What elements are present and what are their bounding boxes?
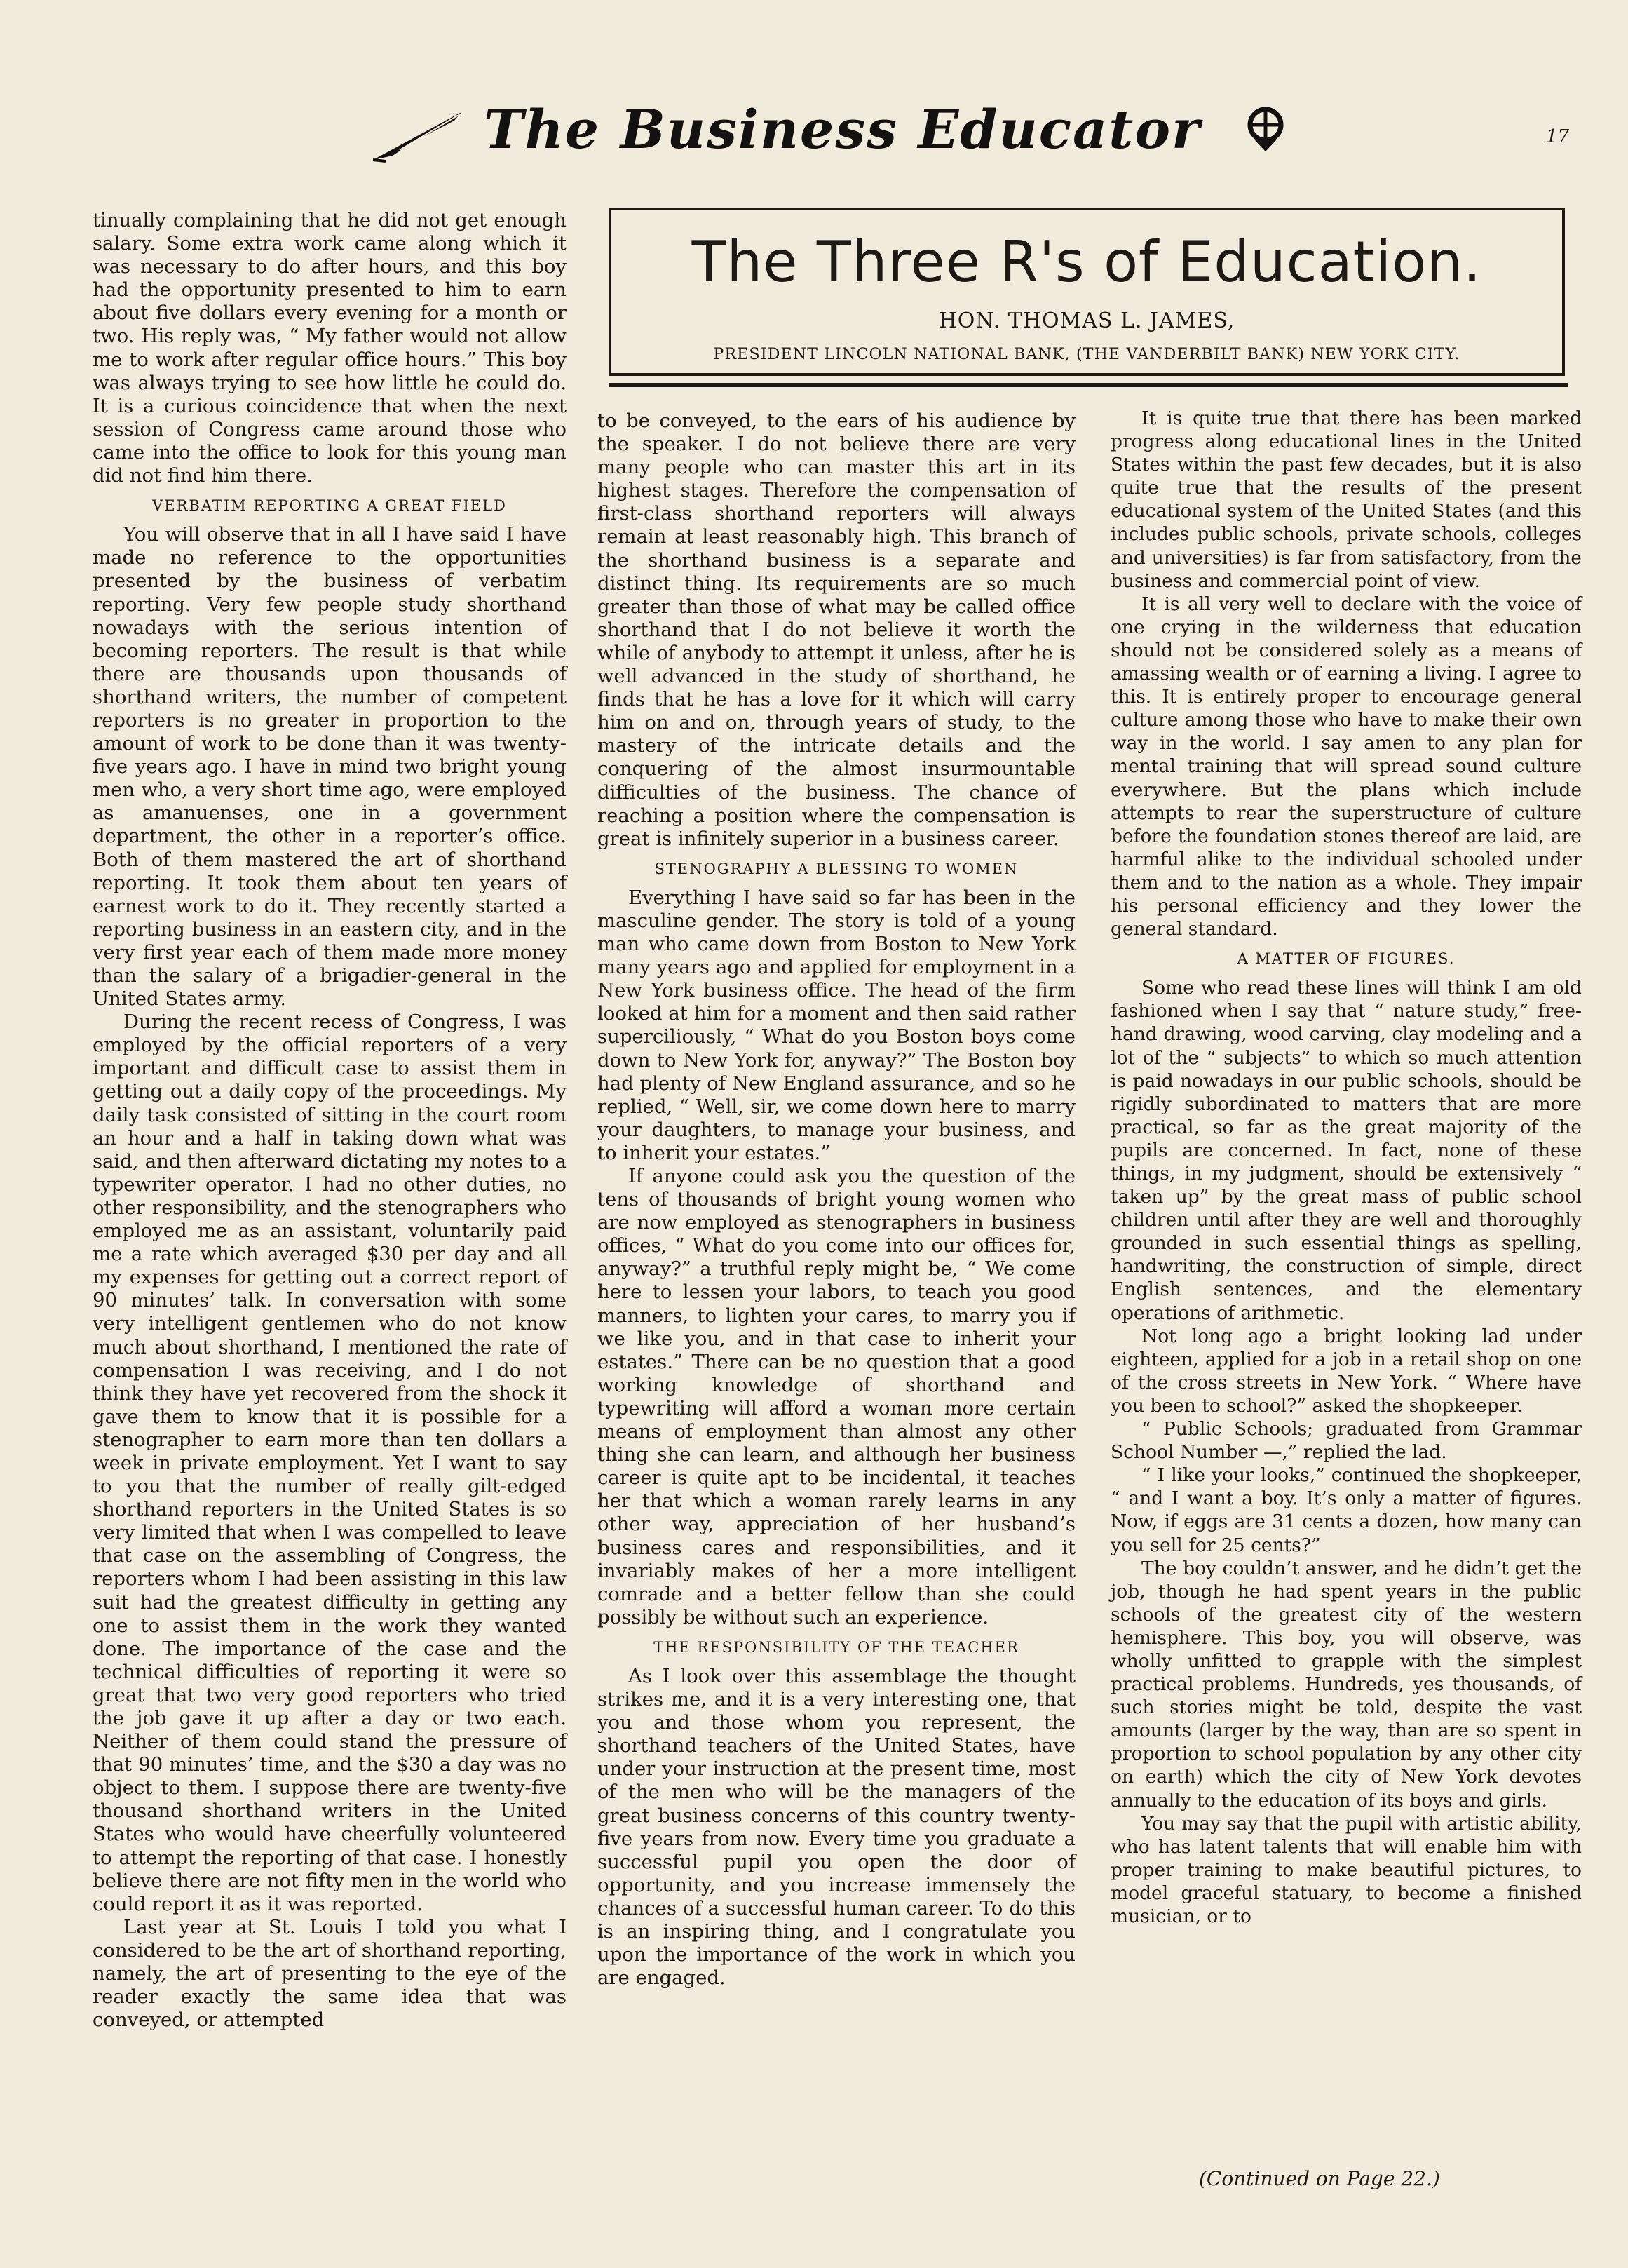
paragraph: to be conveyed, to the ears of his audience by the speaker. I do not believe there are very many people who can master this art in its highest stages. Therefore the compensation of first-class shorthand reporters will always remain at least reasonably high. This branch of the shorthand business is a separate and distinct thing. Its requirements are so much greater than those of what may be called office shorthand that I do not believe it worth the while of anybody to attempt it unless, after he is well advanced in the study of shorthand, he finds that he has a love for it which will carry him on and on, through years of study, to the mastery of the intricate details and the conquering of the almost insurmountable difficulties of the business. The chance of reaching a position where the compensation is great is infinitely superior in a business career. — [597, 410, 1076, 850]
section-heading: THE RESPONSIBILITY OF THE TEACHER — [653, 1638, 1019, 1656]
paragraph: As I look over this assemblage the thought strikes me, and it is a very interesting one, that you and those whom you represent, the shorthand teachers of the United States, have under your instruction at the present time, most of the men who will be the managers of the great business concerns of this country twenty-five years from now. Every time you graduate a successful pupil you open the door of opportunity, and you increase immensely the chances of a successful human career. To do this is an inspiring thing, and I congratulate you upon the importance of the work in which you are engaged. — [597, 1664, 1076, 1990]
column-right — [1111, 407, 1582, 1928]
paragraph: You may say that the pupil with artistic ability, who has latent talents that will enable him with proper training to make beautiful pictures, to model graceful statuary, to become a finished musician, or to — [1111, 1812, 1582, 1927]
page-number: 17 — [1546, 126, 1570, 147]
paragraph: Everything I have said so far has been in the masculine gender. The story is told of a young man who came down from Boston to New York many years ago and applied for employment in a New York business office. The head of the firm looked at him for a moment and then said rather superciliously, “ What do you Boston boys come down to New York for, anyway?” The Boston boy had plenty of New England assurance, and so he replied, “ Well, sir, we come down here to marry your daughters, to manage your business, and to inherit your estates.” — [597, 886, 1076, 1164]
paragraph: It is quite true that there has been marked progress along educational lines in the United States within the past few decades, but it is also quite true that the results of the present educational system of the United States (and this includes public schools, private schools, colleges and universities) is far from satisfactory, from the business and commercial point of view. — [1111, 407, 1582, 592]
quill-icon — [372, 107, 463, 163]
article-author: HON. THOMAS L. JAMES, — [938, 309, 1235, 333]
column-middle — [597, 410, 1076, 1990]
paragraph: The boy couldn’t answer, and he didn’t get the job, though he had spent years in the public schools of the greatest city of the western hemisphere. This boy, you will observe, was wholly unfitted to grapple with the simplest practical problems. Hundreds, yes thousands, of such stories might be told, despite the vast amounts (larger by the way, than are so spent in proportion to school population by any other city on earth) which the city of New York devotes annually to the education of its boys and girls. — [1111, 1557, 1582, 1811]
column-left — [93, 209, 567, 2032]
article-title-box — [609, 208, 1565, 376]
paragraph: Last year at St. Louis I told you what I considered to be the art of shorthand reporting, namely, the art of presenting to the eye of the reader exactly the same idea that was conveyed, or attempted — [93, 1915, 567, 2032]
section-heading: STENOGRAPHY A BLESSING TO WOMEN — [654, 860, 1019, 877]
paragraph: If anyone could ask you the question of the tens of thousands of bright young women who are now employed as stenographers in business offices, “ What do you come into our offices for, anyway?” a truthful reply might be, “ We come here to lessen your labors, to teach you good manners, to lighten your cares, to marry you if we like you, and in that case to inherit your estates.” There can be no question that a good working knowledge of shorthand and typewriting will afford a woman more certain means of employment than almost any other thing she can learn, and although her business career is quite apt to be incidental, it teaches her that which a woman rarely learns in any other way, appreciation of her husband’s business cares and responsibilities, and it invariably makes of her a more intelligent comrade and a better fellow than she could possibly be without such an experience. — [597, 1165, 1076, 1628]
article-affiliation: PRESIDENT LINCOLN NATIONAL BANK, (THE VANDERBILT BANK) NEW YORK CITY. — [713, 346, 1460, 363]
masthead — [0, 98, 1628, 175]
pen-ornament-icon — [1241, 104, 1290, 153]
masthead-title: The Business Educator — [484, 98, 1202, 161]
continued-note: (Continued on Page 22.) — [1199, 2167, 1440, 2190]
paragraph: You will observe that in all I have said I have made no reference to the opportunities presented by the business of verbatim reporting. Very few people study shorthand nowadays with the serious intention of becoming reporters. The result is that while there are thousands upon thousands of shorthand writers, the number of competent reporters is no greater in proportion to the amount of work to be done than it was twenty-five years ago. I have in mind two bright young men who, a very short time ago, were employed as amanuenses, one in a government department, the other in a reporter’s office. Both of them mastered the art of shorthand reporting. It took them about ten years of earnest work to do it. They recently started a reporting business in an eastern city, and in the very first year each of them made more money than the salary of a brigadier-general in the United States army. — [93, 523, 567, 1011]
paragraph: tinually complaining that he did not get enough salary. Some extra work came along which it was necessary to do after hours, and this boy had the opportunity presented to him to earn about five dollars every evening for a month or two. His reply was, “ My father would not allow me to work after regular office hours.” This boy was always trying to see how little he could do. It is a curious coincidence that when the next session of Congress came around those who came into the office to look for this young man did not find him there. — [93, 209, 567, 487]
paragraph: “ Public Schools; graduated from Grammar School Number —,” replied the lad. — [1111, 1418, 1582, 1464]
section-heading: VERBATIM REPORTING A GREAT FIELD — [152, 497, 507, 515]
paragraph: Not long ago a bright looking lad under eighteen, applied for a job in a retail shop on one of the cross streets in New York. “ Where have you been to school?” asked the shopkeeper. — [1111, 1325, 1582, 1417]
paragraph: It is all very well to declare with the voice of one crying in the wilderness that education should not be considered solely as a means of amassing wealth or of earning a living. I agree to this. It is entirely proper to encourage general culture among those who have to make their own way in the world. I say amen to any plan for mental training that will spread sound culture everywhere. But the plans which include attempts to rear the superstructure of culture before the foundation stones thereof are laid, are harmful alike to the individual schooled under them and to the nation as a whole. They impair his personal efficiency and they lower the general standard. — [1111, 593, 1582, 940]
paragraph: Some who read these lines will think I am old fashioned when I say that “ nature study,” free-hand drawing, wood carving, clay modeling and a lot of the “ subjects” to which so much attention is paid nowadays in our public schools, should be rigidly subordinated to matters that are more practical, so far as the great majority of the pupils are concerned. In fact, none of these things, in my judgment, should be extensively “ taken up” by the great mass of public school children until after they are well and thoroughly grounded in such essential things as spelling, handwriting, the construction of simple, direct English sentences, and the elementary operations of arithmetic. — [1111, 977, 1582, 1324]
article-title: The Three R's of Education. — [691, 229, 1482, 295]
paragraph: “ I like your looks,” continued the shopkeeper, “ and I want a boy. It’s only a matter of figures. Now, if eggs are 31 cents a dozen, how many can you sell for 25 cents?” — [1111, 1464, 1582, 1556]
paragraph: During the recent recess of Congress, I was employed by the official reporters of a very important and difficult case to assist them in getting out a daily copy of the proceedings. My daily task consisted of sitting in the court room an hour and a half in taking down what was said, and then afterward dictating my notes to a typewriter operator. I had no other duties, no other responsibility, and the stenographers who employed me as an assistant, voluntarily paid me a rate which averaged $30 per day and all my expenses for getting out a correct report of 90 minutes’ talk. In conversation with some very intelligent gentlemen who do not know much about shorthand, I mentioned the rate of compensation I was receiving, and I do not think they have yet recovered from the shock it gave them to know that it is possible for a stenographer to earn more than ten dollars a week in private employment. Yet I want to say to you that the number of really gilt-edged shorthand reporters in the United States is so very limited that when I was compelled to leave that case on the assembling of Congress, the reporters whom I had been assisting in this law suit had the greatest difficulty in getting any one to assist them in the work they wanted done. The importance of the case and the technical difficulties of reporting it were so great that two very good reporters who tried the job gave it up after a day or two each. Neither of them could stand the pressure of that 90 minutes’ time, and the $30 a day was no object to them. I suppose there are twenty-five thousand shorthand writers in the United States who would have cheerfully volunteered to attempt the reporting of that case. I honestly believe there are not fifty men in the world who could report it as it was reported. — [93, 1011, 567, 1915]
title-rule — [609, 383, 1568, 387]
section-heading: A MATTER OF FIGURES. — [1237, 950, 1456, 968]
